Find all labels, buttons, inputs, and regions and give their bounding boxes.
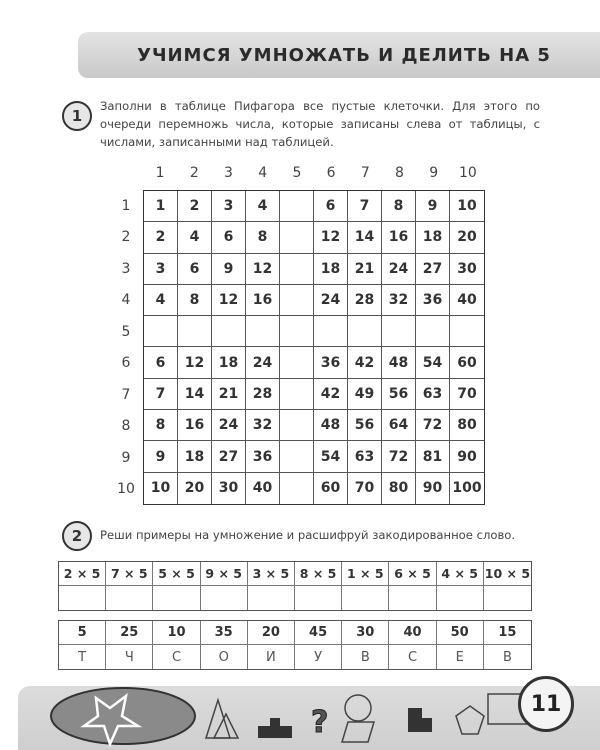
table-cell: 6 xyxy=(144,347,178,378)
table-cell: 42 xyxy=(348,347,382,378)
example-cell: 2 × 5 xyxy=(59,562,106,586)
answer-cell[interactable] xyxy=(295,586,342,610)
table-cell: 20 xyxy=(450,222,484,253)
row-header: 5 xyxy=(121,323,131,340)
row-header: 1 xyxy=(121,197,131,214)
code-letter: С xyxy=(153,645,200,669)
table-cell: 16 xyxy=(382,222,416,253)
table-cell: 24 xyxy=(212,410,246,441)
table-cell: 12 xyxy=(246,254,280,285)
empty-cell[interactable] xyxy=(280,222,314,253)
table-cell: 72 xyxy=(416,410,450,441)
table-cell: 8 xyxy=(178,285,212,316)
table-cell: 60 xyxy=(314,473,348,504)
table-cell: 6 xyxy=(314,191,348,222)
row-header: 4 xyxy=(121,292,131,309)
table-cell: 24 xyxy=(382,254,416,285)
table-cell: 10 xyxy=(144,473,178,504)
table-cell: 80 xyxy=(382,473,416,504)
example-cell: 7 × 5 xyxy=(106,562,153,586)
table-cell: 63 xyxy=(416,379,450,410)
code-letter: И xyxy=(248,645,295,669)
table-cell: 48 xyxy=(314,410,348,441)
code-number: 45 xyxy=(295,621,342,645)
answer-cell[interactable] xyxy=(248,586,295,610)
table-cell: 16 xyxy=(178,410,212,441)
column-header: 4 xyxy=(258,165,268,181)
table-cell: 42 xyxy=(314,379,348,410)
table-cell: 27 xyxy=(416,254,450,285)
empty-cell[interactable] xyxy=(382,316,416,347)
empty-cell[interactable] xyxy=(280,191,314,222)
table-cell: 32 xyxy=(246,410,280,441)
table-cell: 21 xyxy=(348,254,382,285)
table-cell: 18 xyxy=(178,441,212,472)
code-letter: В xyxy=(502,649,512,665)
table-cell: 64 xyxy=(382,410,416,441)
table-cell: 8 xyxy=(246,222,280,253)
table-cell: 16 xyxy=(246,285,280,316)
table-cell: 3 xyxy=(212,191,246,222)
row-headers xyxy=(110,190,142,505)
table-cell: 40 xyxy=(246,473,280,504)
table-cell: 30 xyxy=(450,254,484,285)
column-header: 1 xyxy=(155,165,165,181)
code-letter: Ч xyxy=(106,645,153,669)
column-header: 6 xyxy=(326,165,336,181)
empty-cell[interactable] xyxy=(280,441,314,472)
row-header: 8 xyxy=(121,418,131,435)
empty-cell[interactable] xyxy=(416,316,450,347)
table-cell: 70 xyxy=(450,379,484,410)
title-banner xyxy=(78,32,600,78)
table-cell: 70 xyxy=(348,473,382,504)
column-header: 2 xyxy=(189,165,199,181)
empty-cell[interactable] xyxy=(280,254,314,285)
column-headers xyxy=(143,163,485,183)
answer-cell[interactable] xyxy=(201,586,248,610)
empty-cell[interactable] xyxy=(144,316,178,347)
row-header: 9 xyxy=(121,449,131,466)
example-cell: 1 × 5 xyxy=(342,562,389,586)
table-cell: 81 xyxy=(416,441,450,472)
empty-cell[interactable] xyxy=(280,379,314,410)
table-cell: 1 xyxy=(144,191,178,222)
column-header: 9 xyxy=(429,165,439,181)
code-letter: У xyxy=(295,645,342,669)
table-cell: 7 xyxy=(144,379,178,410)
pythagoras-table xyxy=(143,190,485,505)
table-cell: 4 xyxy=(144,285,178,316)
table-cell: 12 xyxy=(314,222,348,253)
table-cell: 14 xyxy=(178,379,212,410)
code-letter: Е xyxy=(437,645,484,669)
page-number: 11 xyxy=(518,676,574,732)
code-number: 40 xyxy=(389,621,436,645)
answer-cell[interactable] xyxy=(153,586,200,610)
table-cell: 54 xyxy=(416,347,450,378)
code-letter: В xyxy=(342,645,389,669)
empty-cell[interactable] xyxy=(246,316,280,347)
code-number: 20 xyxy=(248,621,295,645)
table-cell: 80 xyxy=(450,410,484,441)
table-cell: 9 xyxy=(212,254,246,285)
column-header: 10 xyxy=(458,165,477,181)
table-cell: 12 xyxy=(212,285,246,316)
empty-cell[interactable] xyxy=(280,285,314,316)
example-cell: 5 × 5 xyxy=(153,562,200,586)
empty-cell[interactable] xyxy=(178,316,212,347)
table-cell: 28 xyxy=(348,285,382,316)
task-number-2: 2 xyxy=(62,521,92,551)
answer-cell[interactable] xyxy=(437,586,484,610)
code-number: 35 xyxy=(201,621,248,645)
code-letter: С xyxy=(389,645,436,669)
table-cell: 6 xyxy=(212,222,246,253)
table-cell: 4 xyxy=(178,222,212,253)
table-cell: 9 xyxy=(144,441,178,472)
empty-cell[interactable] xyxy=(280,347,314,378)
table-cell: 27 xyxy=(212,441,246,472)
code-number: 30 xyxy=(342,621,389,645)
task-2-instructions: Реши примеры на умножение и расшифруй закодированное слово. xyxy=(100,528,516,542)
table-cell: 49 xyxy=(348,379,382,410)
column-header: 5 xyxy=(292,165,302,181)
examples-table xyxy=(58,561,532,611)
svg-text:?: ? xyxy=(311,705,329,740)
footer-decoration xyxy=(18,686,600,750)
table-cell: 18 xyxy=(416,222,450,253)
table-cell: 2 xyxy=(144,222,178,253)
table-cell: 24 xyxy=(314,285,348,316)
table-cell: 7 xyxy=(348,191,382,222)
empty-cell[interactable] xyxy=(280,410,314,441)
code-letter: Т xyxy=(59,645,106,669)
table-cell: 3 xyxy=(144,254,178,285)
table-cell: 36 xyxy=(314,347,348,378)
code-table xyxy=(58,620,532,670)
empty-cell[interactable] xyxy=(314,316,348,347)
column-header: 8 xyxy=(395,165,404,181)
table-cell: 63 xyxy=(348,441,382,472)
example-cell: 10 × 5 xyxy=(484,562,531,586)
example-cell: 8 × 5 xyxy=(295,562,342,586)
answer-cell[interactable] xyxy=(389,586,436,610)
table-cell: 18 xyxy=(212,347,246,378)
row-header: 6 xyxy=(121,355,131,372)
table-cell: 24 xyxy=(246,347,280,378)
task-number-1: 1 xyxy=(62,101,92,131)
table-cell: 40 xyxy=(450,285,484,316)
table-cell: 28 xyxy=(246,379,280,410)
row-header: 10 xyxy=(117,481,135,498)
example-cell: 4 × 5 xyxy=(437,562,484,586)
code-number: 10 xyxy=(153,621,200,645)
empty-cell[interactable] xyxy=(450,316,484,347)
column-header: 7 xyxy=(360,165,370,181)
table-cell: 30 xyxy=(212,473,246,504)
table-cell: 21 xyxy=(212,379,246,410)
page-title: УЧИМСЯ УМНОЖАТЬ И ДЕЛИТЬ НА 5 xyxy=(137,44,551,66)
table-cell: 100 xyxy=(452,480,482,497)
code-number: 25 xyxy=(106,621,153,645)
empty-cell[interactable] xyxy=(212,316,246,347)
task-1-instructions: Заполни в таблице Пифагора все пустые клеточки. Для этого по очереди перемножь числа, которые записаны слева от таблицы, с числами, записанными над таблицей. xyxy=(100,99,540,149)
table-cell: 48 xyxy=(382,347,416,378)
table-cell: 9 xyxy=(416,191,450,222)
table-cell: 6 xyxy=(178,254,212,285)
code-number: 15 xyxy=(484,621,531,645)
table-cell: 14 xyxy=(348,222,382,253)
table-cell: 56 xyxy=(348,410,382,441)
example-cell: 3 × 5 xyxy=(248,562,295,586)
table-cell: 18 xyxy=(314,254,348,285)
answer-cell[interactable] xyxy=(484,586,531,610)
row-header: 7 xyxy=(121,386,131,403)
empty-cell[interactable] xyxy=(280,473,314,504)
answer-cell[interactable] xyxy=(59,586,106,610)
table-cell: 72 xyxy=(382,441,416,472)
code-number: 5 xyxy=(59,621,106,645)
table-cell: 2 xyxy=(178,191,212,222)
column-header: 3 xyxy=(224,165,233,181)
empty-cell[interactable] xyxy=(348,316,382,347)
example-cell: 6 × 5 xyxy=(389,562,436,586)
answer-cell[interactable] xyxy=(106,586,153,610)
example-cell: 9 × 5 xyxy=(201,562,248,586)
table-cell: 90 xyxy=(450,441,484,472)
table-cell: 8 xyxy=(382,191,416,222)
table-cell: 8 xyxy=(144,410,178,441)
row-header: 2 xyxy=(121,229,131,246)
table-cell: 60 xyxy=(450,347,484,378)
table-cell: 12 xyxy=(178,347,212,378)
table-cell: 32 xyxy=(382,285,416,316)
table-cell: 10 xyxy=(450,191,484,222)
table-cell: 20 xyxy=(178,473,212,504)
table-cell: 36 xyxy=(416,285,450,316)
decorative-shapes-icon xyxy=(18,686,600,750)
table-cell: 36 xyxy=(246,441,280,472)
answer-cell[interactable] xyxy=(342,586,389,610)
code-number: 50 xyxy=(437,621,484,645)
table-cell: 56 xyxy=(382,379,416,410)
code-letter: О xyxy=(201,645,248,669)
table-cell: 54 xyxy=(314,441,348,472)
table-cell: 90 xyxy=(416,473,450,504)
row-header: 3 xyxy=(121,260,131,277)
empty-cell[interactable] xyxy=(280,316,314,347)
table-cell: 4 xyxy=(246,191,280,222)
